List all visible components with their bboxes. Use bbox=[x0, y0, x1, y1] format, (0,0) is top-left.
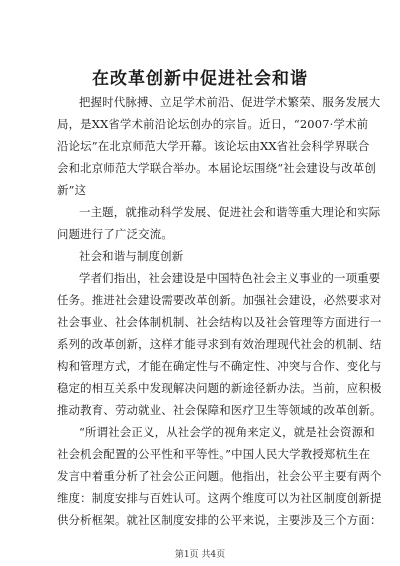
text-line: 发言中着重分析了社会公正问题。他指出，社会公平主要有两个 bbox=[57, 469, 382, 483]
text-line: 社会事业、社会体制机制、社会结构以及社会管理等方面进行一 bbox=[57, 315, 382, 329]
text-line: 学者们指出，社会建设是中国特色社会主义事业的一项重要 bbox=[79, 271, 381, 285]
document-body bbox=[57, 91, 382, 531]
text-line: 构和管理方式，才能在确定性与不确定性、冲突与合作、变化与 bbox=[57, 359, 382, 373]
text-line: 局，是XX省学术前沿论坛创办的宗旨。近日，“2007·学术前 bbox=[57, 117, 369, 131]
text-line: 系列的改革创新，这样才能寻求到有效治理现代社会的机制、结 bbox=[57, 337, 382, 351]
text-line: “所谓社会正义，从社会学的视角来定义，就是社会资源和 bbox=[79, 425, 375, 439]
text-line: 稳定的相互关系中发现解决问题的新途径新办法。当前，应积极 bbox=[57, 381, 382, 395]
text-line: 新”这 bbox=[57, 183, 87, 197]
page-footer: 第1页 共4页 bbox=[174, 550, 226, 560]
text-line: 一主题，就推动科学发展、促进社会和谐等重大理论和实际 bbox=[79, 205, 381, 219]
text-line: 任务。推进社会建设需要改革创新。加强社会建设，必然要求对 bbox=[57, 293, 382, 307]
text-line: 问题进行了广泛交流。 bbox=[57, 227, 173, 241]
document-title: 在改革创新中促进社会和谐 bbox=[92, 69, 308, 89]
text-line: 把握时代脉搏、立足学术前沿、促进学术繁荣、服务发展大 bbox=[79, 95, 381, 109]
text-line: 社会和谐与制度创新 bbox=[79, 249, 184, 263]
text-line: 沿论坛”在北京师范大学开幕。该论坛由XX省社会科学界联合 bbox=[57, 139, 370, 153]
text-line: 维度：制度安排与百姓认可。这两个维度可以为社区制度创新提 bbox=[57, 491, 382, 505]
text-line: 社会机会配置的公平性和平等性。”中国人民大学教授郑杭生在 bbox=[57, 447, 371, 461]
text-line: 供分析框架。就社区制度安排的公平来说，主要涉及三个方面： bbox=[57, 513, 382, 527]
text-line: 会和北京师范大学联合举办。本届论坛围绕“社会建设与改革创 bbox=[57, 161, 376, 175]
text-line: 推动教育、劳动就业、社会保障和医疗卫生等领域的改革创新。 bbox=[57, 403, 382, 417]
